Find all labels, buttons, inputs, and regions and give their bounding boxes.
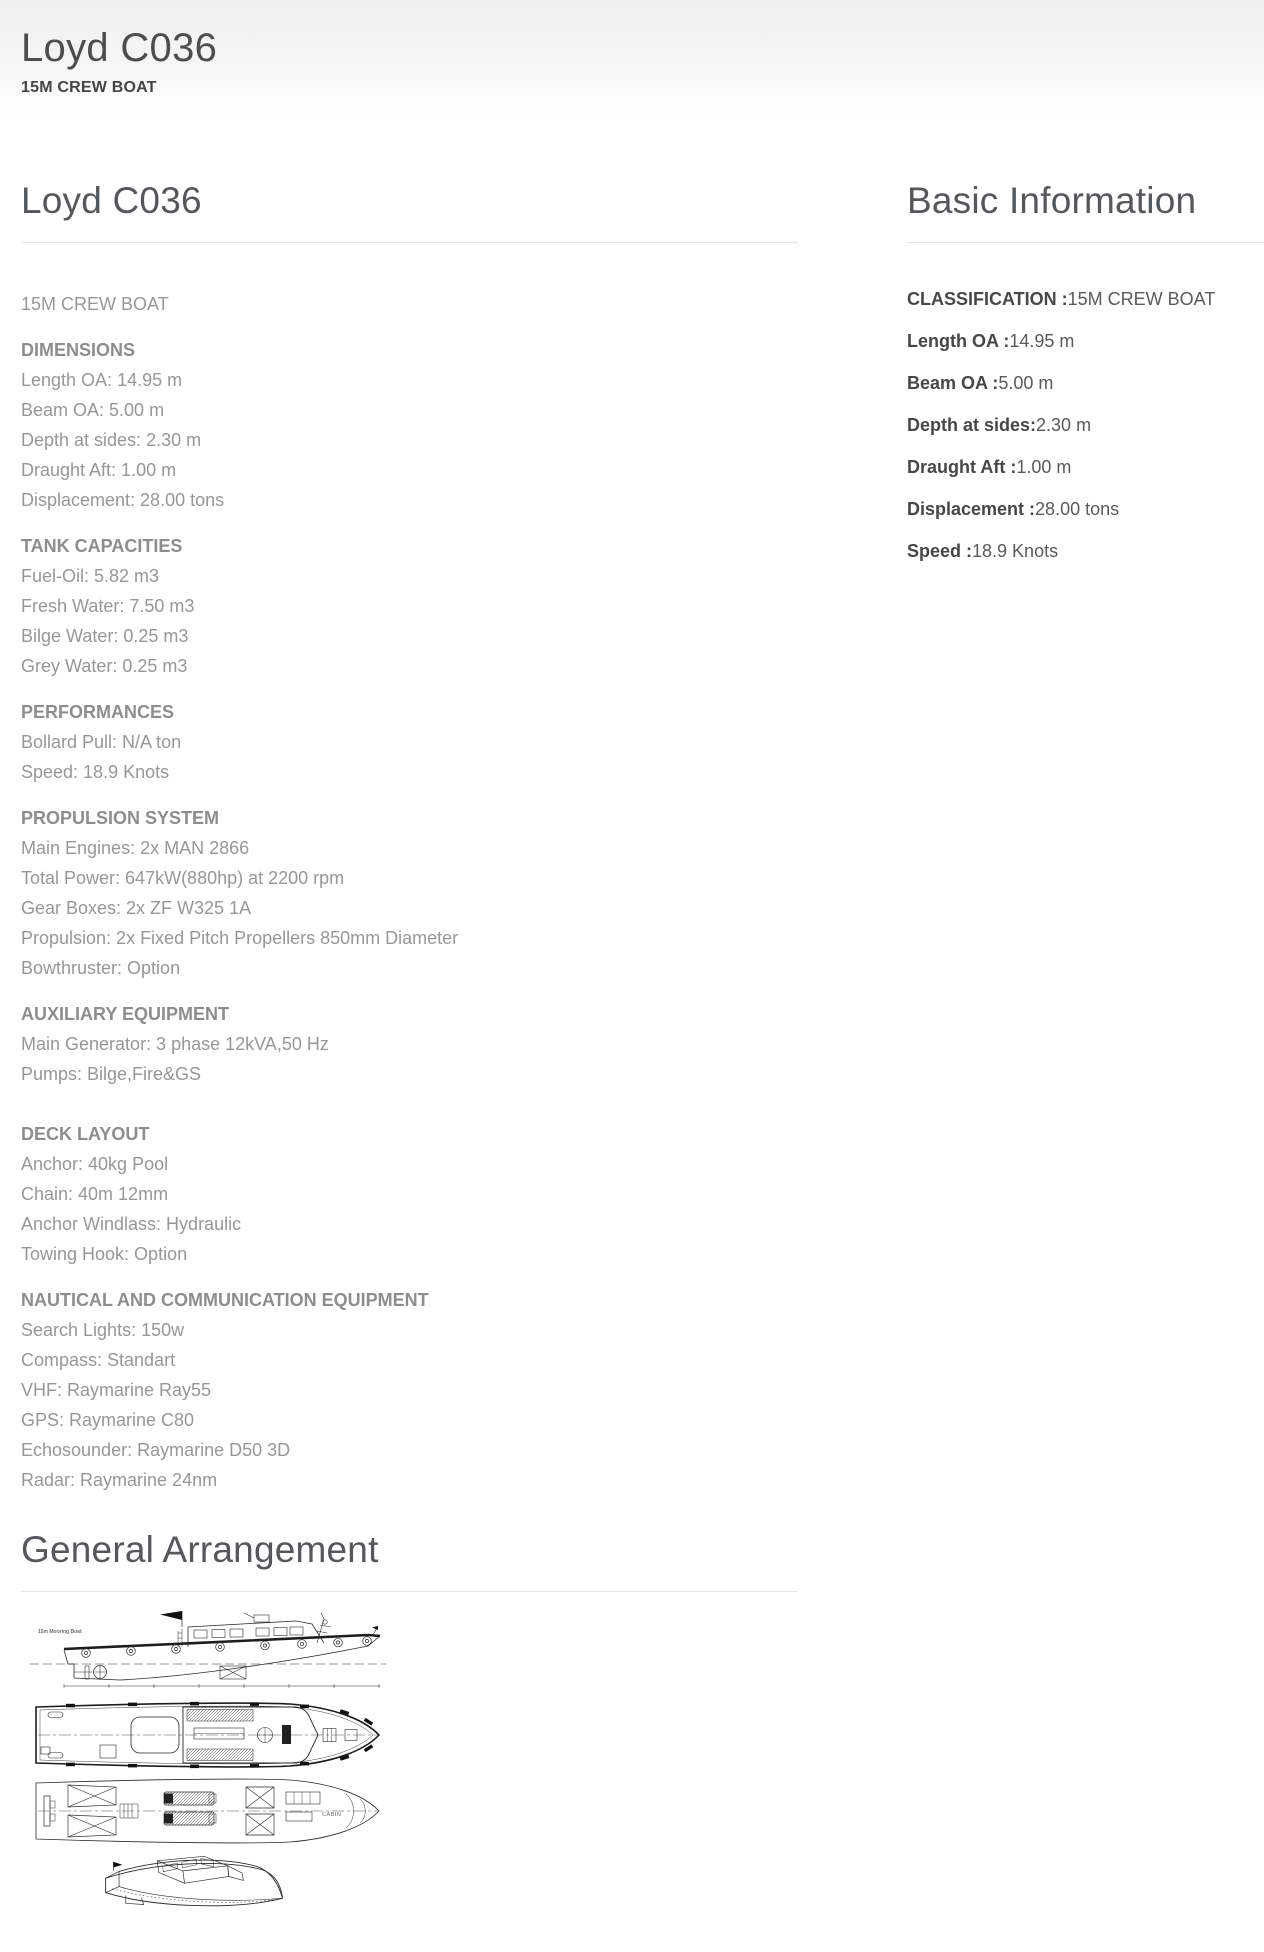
spec-line: Towing Hook: Option [21, 1244, 188, 1264]
spec-group-auxiliary [21, 999, 798, 1089]
page-subtitle: 15M CREW BOAT [21, 79, 157, 96]
spec-group-performances [21, 697, 798, 787]
spec-line: Fresh Water: 7.50 m3 [21, 596, 195, 616]
info-value: 14.95 m [1009, 331, 1075, 351]
info-value: 18.9 Knots [972, 541, 1059, 561]
info-row-beam-oa [907, 373, 1264, 394]
spec-group-nautical [21, 1285, 798, 1495]
overview-intro: 15M CREW BOAT [21, 294, 169, 314]
content-columns [0, 118, 1264, 1936]
spec-group-title: DECK LAYOUT [21, 1124, 150, 1144]
spec-group-title: PERFORMANCES [21, 702, 175, 722]
spec-group-deck-layout [21, 1119, 798, 1269]
spec-line: Gear Boxes: 2x ZF W325 1A [21, 898, 252, 918]
spec-line: Propulsion: 2x Fixed Pitch Propellers 850mm Diameter [21, 928, 459, 948]
page-header [0, 0, 1264, 118]
spec-line: Main Generator: 3 phase 12kVA,50 Hz [21, 1034, 329, 1054]
spec-line: Beam OA: 5.00 m [21, 400, 165, 420]
spec-line: Total Power: 647kW(880hp) at 2200 rpm [21, 868, 345, 888]
spec-line: Length OA: 14.95 m [21, 370, 183, 390]
overview-column [21, 118, 798, 1936]
basic-info-column [907, 118, 1264, 1936]
spec-line: Anchor Windlass: Hydraulic [21, 1214, 242, 1234]
boat-profile-view [30, 1611, 386, 1688]
lower-deck-plan-view [36, 1779, 379, 1843]
info-value: 15M CREW BOAT [1067, 289, 1216, 309]
info-label: Beam OA : [907, 373, 999, 393]
basic-info-heading: Basic Information [907, 180, 1197, 221]
spec-group-title: NAUTICAL AND COMMUNICATION EQUIPMENT [21, 1290, 429, 1310]
overview-heading: Loyd C036 [21, 180, 202, 221]
info-value: 2.30 m [1036, 415, 1092, 435]
spec-line: Radar: Raymarine 24nm [21, 1470, 218, 1490]
arrangement-divider [21, 1591, 798, 1592]
spec-line: Anchor: 40kg Pool [21, 1154, 169, 1174]
info-label: Speed : [907, 541, 973, 561]
basic-info-divider [907, 242, 1264, 243]
spec-line: Draught Aft: 1.00 m [21, 460, 177, 480]
info-label: Depth at sides: [907, 415, 1037, 435]
page-title: Loyd C036 [21, 26, 218, 70]
spec-group-title: TANK CAPACITIES [21, 536, 183, 556]
info-label: CLASSIFICATION : [907, 289, 1068, 309]
arrangement-heading: General Arrangement [21, 1529, 379, 1570]
info-value: 5.00 m [998, 373, 1054, 393]
spec-line: Grey Water: 0.25 m3 [21, 656, 188, 676]
info-value: 1.00 m [1016, 457, 1072, 477]
info-label: Length OA : [907, 331, 1010, 351]
info-value: 28.00 tons [1035, 499, 1120, 519]
spec-line: Echosounder: Raymarine D50 3D [21, 1440, 291, 1460]
spec-line: Depth at sides: 2.30 m [21, 430, 202, 450]
profile-label: 15m Mooring Boat [38, 1629, 82, 1635]
info-label: Displacement : [907, 499, 1036, 519]
cabin-label: CABIN [322, 1812, 342, 1818]
spec-line: Bowthruster: Option [21, 958, 181, 978]
overview-divider [21, 242, 798, 243]
spec-line: GPS: Raymarine C80 [21, 1410, 195, 1430]
spec-line: Search Lights: 150w [21, 1320, 185, 1340]
spec-line: Speed: 18.9 Knots [21, 762, 170, 782]
spec-line: Fuel-Oil: 5.82 m3 [21, 566, 160, 586]
spec-line: Bilge Water: 0.25 m3 [21, 626, 189, 646]
boat-perspective-view [106, 1856, 283, 1905]
info-row-classification [907, 289, 1264, 310]
spec-group-title: DIMENSIONS [21, 340, 136, 360]
info-row-displacement [907, 499, 1264, 520]
spec-group-title: PROPULSION SYSTEM [21, 808, 220, 828]
info-label: Draught Aft : [907, 457, 1017, 477]
info-row-depth [907, 415, 1264, 436]
spec-group-title: AUXILIARY EQUIPMENT [21, 1004, 230, 1024]
spec-group-dimensions [21, 335, 798, 515]
spec-group-propulsion [21, 803, 798, 983]
spec-line: Chain: 40m 12mm [21, 1184, 169, 1204]
spec-line: Compass: Standart [21, 1350, 176, 1370]
spec-line: Pumps: Bilge,Fire&GS [21, 1064, 202, 1084]
info-row-draught [907, 457, 1264, 478]
spec-group-tank-capacities [21, 531, 798, 681]
info-row-length-oa [907, 331, 1264, 352]
main-deck-plan-view [36, 1702, 379, 1768]
spec-line: VHF: Raymarine Ray55 [21, 1380, 212, 1400]
spec-line: Main Engines: 2x MAN 2866 [21, 838, 250, 858]
spec-line: Displacement: 28.00 tons [21, 490, 225, 510]
spec-line: Bollard Pull: N/A ton [21, 732, 182, 752]
general-arrangement-drawing [28, 1606, 388, 1936]
info-row-speed [907, 541, 1264, 562]
